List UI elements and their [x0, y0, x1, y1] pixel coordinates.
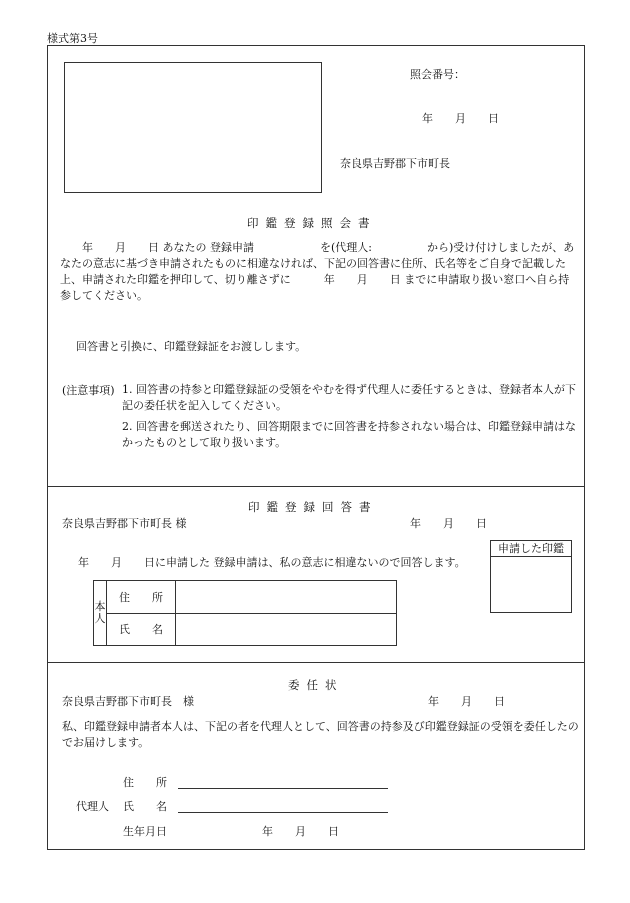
proxy-address-label: 住 所 [123, 776, 167, 789]
note-2: 2. 回答書を郵送されたり、回答期限までに回答書を持参されない場合は、印鑑登録申請はなかったものとして取り扱います。 [122, 420, 576, 449]
applicant-table [93, 580, 397, 646]
reference-number-label: 照会番号： [410, 68, 465, 81]
honnin-label: 本人 [94, 581, 107, 646]
form-number: 様式第3号 [47, 32, 98, 45]
name-field[interactable] [176, 613, 397, 646]
cut-line-2 [47, 662, 585, 663]
address-label: 住 所 [107, 581, 176, 614]
cut-line-1 [47, 486, 585, 487]
proxy-addressee: 奈良県吉野郡下市町長 様 [62, 695, 194, 708]
header-date: 年 月 日 [422, 112, 499, 125]
reply-addressee: 奈良県吉野郡下市町長 様 [62, 517, 187, 530]
inquiry-paragraph: 年 月 日 あなたの 登録申請 を(代理人: から)受け付けしましたが、あなたの意志に基づき申請されたものに相違なければ、下記の回答書に住所、氏名等をご自身で記載した上、申請された印鑑を押印して、切り離さずに 年 月 日 までに申請取り扱い窓口へ自ら持参してください。 [60, 241, 575, 302]
proxy-title: 委任状 [288, 678, 344, 692]
reply-title: 印鑑登録回答書 [248, 500, 378, 514]
issuer: 奈良県吉野郡下市町長 [340, 157, 450, 170]
proxy-date: 年 月 日 [428, 695, 505, 708]
proxy-address-field[interactable] [178, 776, 388, 789]
exchange-note: 回答書と引換に、印鑑登録証をお渡しします。 [76, 340, 307, 353]
reply-statement: 年 月 日に申請した 登録申請は、私の意志に相違ないので回答します。 [78, 556, 466, 569]
proxy-statement: 私、印鑑登録申請者本人は、下記の者を代理人として、回答書の持参及び印鑑登録証の受領を委任したのでお届けします。 [62, 720, 579, 749]
seal-label: 申請した印鑑 [491, 541, 571, 557]
address-field[interactable] [176, 581, 397, 614]
birth-label: 生年月日 [123, 825, 167, 838]
seal-box [490, 540, 572, 613]
agent-label: 代理人 [76, 800, 109, 813]
note-1: 1. 回答書の持参と印鑑登録証の受領をやむを得ず代理人に委任するときは、登録者本人が下記の委任状を記入してください。 [122, 383, 576, 412]
name-label: 氏 名 [107, 613, 176, 646]
reply-date: 年 月 日 [410, 517, 487, 530]
birth-date: 年 月 日 [262, 825, 339, 838]
proxy-name-field[interactable] [178, 800, 388, 813]
address-window [64, 62, 322, 193]
proxy-name-label: 氏 名 [123, 800, 167, 813]
notes-label: (注意事項) [62, 384, 115, 397]
inquiry-title: 印鑑登録照会書 [247, 216, 377, 230]
